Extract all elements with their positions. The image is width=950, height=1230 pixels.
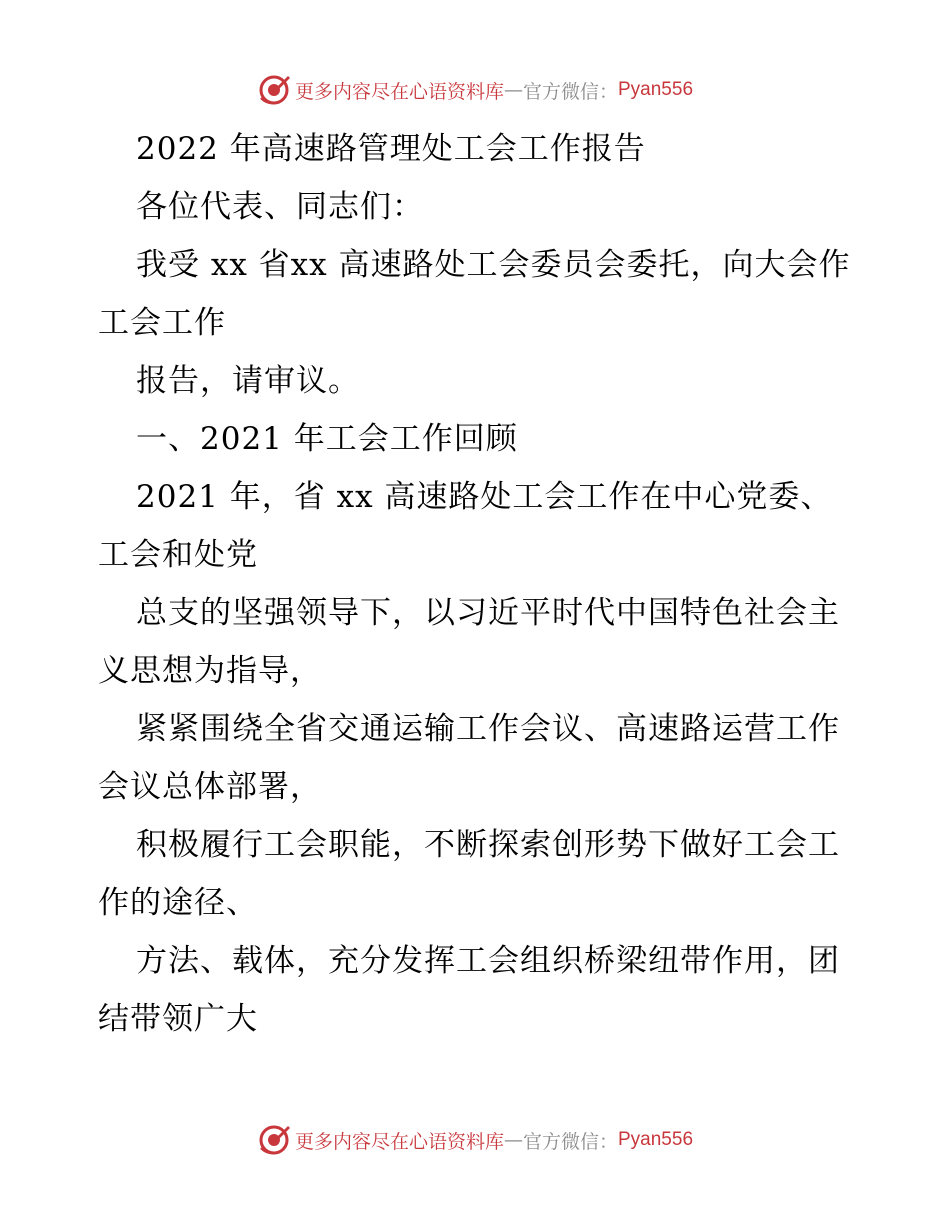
doc-title: [98, 120, 858, 178]
footer-watermark: [0, 1120, 950, 1160]
logo-icon: [257, 73, 291, 107]
header-watermark: [0, 70, 950, 110]
paragraph-text: 我受 xx 省xx 高速路处工会委员会委托，向大会作工会工作: [98, 247, 851, 341]
salutation: [98, 178, 858, 236]
paragraph: [98, 700, 858, 816]
paragraph: [98, 236, 858, 352]
paragraph-text: 报告，请审议。: [136, 363, 360, 399]
logo-icon: [257, 1123, 291, 1157]
watermark-separator: —: [503, 1129, 523, 1151]
watermark-wechat-id: Pyan556: [618, 1129, 694, 1150]
paragraph-text: 积极履行工会职能，不断探索创形势下做好工会工作的途径、: [98, 827, 840, 921]
paragraph: [98, 468, 858, 584]
paragraph: [98, 352, 858, 410]
paragraph-text: 各位代表、同志们：: [136, 189, 424, 225]
paragraph-text: 一、2021 年工会工作回顾: [136, 421, 518, 457]
watermark-separator: —: [503, 79, 523, 101]
paragraph-text: 2021 年，省 xx 高速路处工会工作在中心党委、工会和处党: [98, 479, 833, 573]
watermark-official-label: 官方微信：: [522, 1130, 618, 1153]
document-body: [98, 120, 858, 1048]
paragraph: [98, 584, 858, 700]
watermark-official-label: 官方微信：: [522, 80, 618, 103]
section-heading: [98, 410, 858, 468]
paragraph: [98, 816, 858, 932]
watermark-wechat-id: Pyan556: [618, 79, 694, 100]
paragraph-text: 总支的坚强领导下，以习近平时代中国特色社会主义思想为指导，: [98, 595, 840, 689]
watermark-text: 更多内容尽在心语资料库: [294, 80, 504, 103]
watermark-text: 更多内容尽在心语资料库: [294, 1130, 504, 1153]
paragraph: [98, 932, 858, 1048]
paragraph-text: 紧紧围绕全省交通运输工作会议、高速路运营工作会议总体部署，: [98, 711, 840, 805]
paragraph-text: 方法、载体，充分发挥工会组织桥梁纽带作用，团结带领广大: [98, 943, 840, 1037]
paragraph-text: 2022 年高速路管理处工会工作报告: [136, 131, 646, 167]
